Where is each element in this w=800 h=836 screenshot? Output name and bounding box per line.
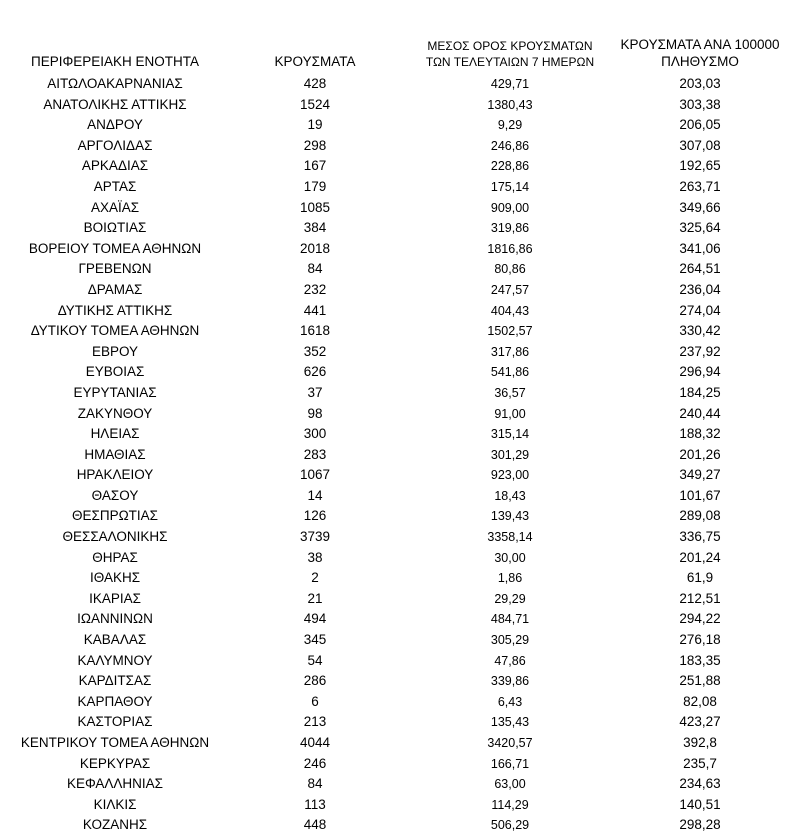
cell-cases: 84: [307, 776, 323, 792]
cell-cases: 441: [303, 302, 327, 318]
table-row: [0, 136, 800, 157]
table-row: [0, 383, 800, 404]
cell-cases: 3739: [299, 529, 331, 545]
table-row: [0, 465, 800, 486]
cell-cases: 113: [304, 796, 326, 812]
cell-region: ΑΝΑΤΟΛΙΚΗΣ ΑΤΤΙΚΗΣ: [43, 96, 187, 112]
cell-avg7: 404,43: [490, 303, 530, 318]
cell-per100k: 330,42: [679, 323, 721, 339]
cell-region: ΚΑΛΥΜΝΟΥ: [77, 652, 153, 668]
cell-avg7: 1,86: [497, 571, 523, 586]
cell-region: ΑΡΚΑΔΙΑΣ: [81, 158, 149, 174]
cell-cases: 21: [307, 590, 323, 606]
cell-region: ΕΒΡΟΥ: [91, 343, 139, 359]
cell-per100k: 294,22: [679, 611, 721, 627]
cell-cases: 428: [303, 76, 327, 91]
cell-avg7: 301,29: [490, 447, 530, 462]
cell-cases: 213: [303, 714, 327, 730]
header-region: ΠΕΡΙΦΕΡΕΙΑΚΗ ΕΝΟΤΗΤΑ: [30, 54, 200, 69]
cell-region: ΒΟΙΩΤΙΑΣ: [83, 220, 147, 236]
table-row: [0, 609, 800, 630]
cell-per100k: 423,27: [679, 714, 721, 730]
header-avg7: [400, 38, 620, 70]
cell-per100k: 298,28: [679, 817, 721, 833]
cell-per100k: 392,8: [683, 735, 717, 750]
cell-per100k: 276,18: [679, 632, 721, 648]
header-cases: ΚΡΟΥΣΜΑΤΑ: [274, 54, 356, 69]
table-header: [0, 0, 800, 74]
cell-region: ΚΟΖΑΝΗΣ: [82, 817, 148, 833]
cell-avg7: 91,00: [494, 406, 526, 421]
cell-avg7: 80,86: [494, 262, 526, 277]
cell-per100k: 236,04: [679, 281, 721, 297]
cell-avg7: 506,29: [490, 818, 530, 833]
table-row: [0, 404, 800, 425]
table-row: [0, 527, 800, 548]
table-row: [0, 74, 800, 95]
header-avg7-line1: ΜΕΣΟΣ ΟΡΟΣ ΚΡΟΥΣΜΑΤΩΝ: [427, 39, 593, 53]
cell-per100k: 234,63: [679, 776, 721, 792]
cell-region: ΖΑΚΥΝΘΟΥ: [77, 405, 153, 421]
header-per100k: [600, 36, 800, 70]
cell-per100k: 192,65: [679, 158, 721, 174]
cell-per100k: 203,03: [679, 76, 721, 91]
table-row: [0, 486, 800, 507]
cell-region: ΚΕΡΚΥΡΑΣ: [79, 755, 151, 771]
cell-region: ΚΑΒΑΛΑΣ: [83, 632, 147, 648]
cell-per100k: 336,75: [679, 529, 721, 545]
cell-region: ΕΥΒΟΙΑΣ: [85, 364, 145, 380]
cell-per100k: 264,51: [679, 261, 721, 277]
cell-cases: 2018: [299, 240, 331, 256]
table-row: [0, 362, 800, 383]
cell-region: ΗΡΑΚΛΕΙΟΥ: [76, 467, 154, 483]
table-row: [0, 568, 800, 589]
cell-region: ΙΘΑΚΗΣ: [89, 570, 141, 586]
cell-per100k: 201,24: [679, 549, 721, 565]
table-row: [0, 445, 800, 466]
cell-avg7: 228,86: [490, 159, 530, 174]
table-row: [0, 589, 800, 610]
cell-region: ΘΕΣΠΡΩΤΙΑΣ: [71, 508, 159, 524]
cell-avg7: 114,29: [491, 797, 529, 812]
cell-per100k: 140,51: [679, 796, 721, 812]
cell-region: ΓΡΕΒΕΝΩΝ: [78, 261, 152, 277]
table-row: [0, 95, 800, 116]
table-row: [0, 239, 800, 260]
cell-per100k: 325,64: [679, 220, 721, 236]
header-per100k-line1: ΚΡΟΥΣΜΑΤΑ ΑΝΑ 100000: [620, 37, 780, 52]
cell-avg7: 36,57: [494, 385, 526, 400]
cell-per100k: 201,26: [679, 446, 721, 462]
cell-avg7: 1380,43: [487, 97, 533, 112]
table-row: [0, 795, 800, 816]
table-row: [0, 115, 800, 136]
header-per100k-line2: ΠΛΗΘΥΣΜΟ: [661, 54, 739, 69]
table-body: [0, 74, 800, 836]
cell-cases: 345: [303, 632, 327, 648]
cell-region: ΑΝΔΡΟΥ: [87, 117, 143, 133]
cell-cases: 448: [303, 817, 327, 833]
cell-avg7: 3420,57: [487, 736, 533, 750]
table-row: [0, 198, 800, 219]
cell-cases: 352: [303, 343, 327, 359]
cell-avg7: 484,71: [490, 612, 530, 627]
cell-avg7: 247,57: [490, 282, 530, 297]
cell-region: ΑΡΓΟΛΙΔΑΣ: [77, 137, 153, 153]
cell-avg7: 339,86: [490, 674, 530, 689]
cell-avg7: 29,29: [494, 591, 526, 606]
cell-per100k: 240,44: [679, 405, 721, 421]
table-row: [0, 692, 800, 713]
cell-cases: 4044: [299, 735, 331, 750]
cell-per100k: 82,08: [683, 693, 717, 709]
cell-region: ΑΡΤΑΣ: [93, 178, 137, 194]
cell-region: ΔΥΤΙΚΗΣ ΑΤΤΙΚΗΣ: [57, 302, 173, 318]
cell-avg7: 139,43: [490, 509, 530, 524]
cell-cases: 167: [303, 158, 327, 174]
cell-avg7: 18,43: [494, 488, 526, 503]
cell-avg7: 315,14: [490, 427, 530, 442]
cell-cases: 1085: [299, 199, 331, 215]
cell-per100k: 274,04: [679, 302, 721, 318]
cell-per100k: 251,88: [679, 673, 721, 689]
cell-region: ΚΕΦΑΛΛΗΝΙΑΣ: [66, 776, 164, 792]
cell-avg7: 63,00: [494, 777, 526, 792]
cell-avg7: 3358,14: [487, 530, 533, 545]
cell-cases: 246: [303, 755, 327, 771]
cell-avg7: 9,29: [497, 118, 523, 133]
cell-avg7: 1502,57: [487, 324, 533, 339]
cell-avg7: 909,00: [490, 200, 530, 215]
table-row: [0, 548, 800, 569]
cell-per100k: 101,67: [679, 487, 721, 503]
cell-avg7: 47,86: [494, 653, 526, 668]
cell-region: ΚΑΡΠΑΘΟΥ: [77, 693, 153, 709]
cell-region: ΔΥΤΙΚΟΥ ΤΟΜΕΑ ΑΘΗΝΩΝ: [30, 323, 200, 339]
cell-per100k: 235,7: [683, 755, 717, 771]
cell-per100k: 183,35: [679, 652, 721, 668]
cell-per100k: 263,71: [679, 178, 721, 194]
cell-avg7: 1816,86: [487, 241, 533, 256]
cell-per100k: 349,27: [679, 467, 721, 483]
cell-cases: 37: [307, 384, 323, 400]
cell-avg7: 317,86: [490, 344, 530, 359]
table-row: [0, 280, 800, 301]
cell-region: ΚΕΝΤΡΙΚΟΥ ΤΟΜΕΑ ΑΘΗΝΩΝ: [20, 735, 210, 750]
table-row: [0, 815, 800, 836]
cell-per100k: 307,08: [679, 137, 721, 153]
cell-region: ΒΟΡΕΙΟΥ ΤΟΜΕΑ ΑΘΗΝΩΝ: [28, 240, 202, 256]
cell-cases: 286: [303, 673, 327, 689]
cell-region: ΘΑΣΟΥ: [91, 487, 139, 503]
cell-cases: 38: [307, 549, 323, 565]
cell-region: ΚΙΛΚΙΣ: [93, 796, 137, 812]
cell-cases: 232: [303, 281, 327, 297]
cell-per100k: 237,92: [679, 343, 721, 359]
cell-avg7: 305,29: [490, 633, 530, 648]
cell-cases: 1067: [299, 467, 331, 483]
table-row: [0, 774, 800, 795]
cell-avg7: 6,43: [497, 694, 523, 709]
table-row: [0, 218, 800, 239]
cell-avg7: 246,86: [490, 138, 530, 153]
table-row: [0, 301, 800, 322]
cell-cases: 179: [303, 178, 327, 194]
cell-cases: 6: [311, 693, 319, 709]
cell-cases: 300: [303, 426, 327, 442]
table-row: [0, 177, 800, 198]
cell-cases: 54: [307, 652, 323, 668]
cell-per100k: 341,06: [679, 240, 721, 256]
cell-per100k: 206,05: [679, 117, 721, 133]
cell-region: ΙΩΑΝΝΙΝΩΝ: [77, 611, 153, 627]
table-row: [0, 733, 800, 754]
cell-cases: 298: [303, 137, 327, 153]
cell-per100k: 212,51: [679, 590, 721, 606]
table-row: [0, 754, 800, 775]
cell-avg7: 30,00: [494, 550, 526, 565]
cell-cases: 84: [307, 261, 323, 277]
table-row: [0, 156, 800, 177]
cell-cases: 126: [303, 508, 327, 524]
cell-avg7: 319,86: [490, 221, 530, 236]
cell-region: ΘΕΣΣΑΛΟΝΙΚΗΣ: [62, 529, 168, 545]
table-row: [0, 630, 800, 651]
cell-region: ΙΚΑΡΙΑΣ: [89, 590, 141, 606]
table-row: [0, 671, 800, 692]
cell-region: ΘΗΡΑΣ: [92, 549, 138, 565]
cell-cases: 1618: [299, 323, 331, 339]
cell-per100k: 188,32: [679, 426, 721, 442]
cell-region: ΑΙΤΩΛΟΑΚΑΡΝΑΝΙΑΣ: [47, 76, 183, 91]
cell-avg7: 923,00: [490, 468, 530, 483]
cell-avg7: 429,71: [490, 77, 530, 91]
cell-per100k: 184,25: [679, 384, 721, 400]
table-row: [0, 342, 800, 363]
cell-cases: 626: [303, 364, 327, 380]
cell-per100k: 289,08: [679, 508, 721, 524]
cell-cases: 14: [307, 487, 323, 503]
header-avg7-line2: ΤΩΝ ΤΕΛΕΥΤΑΙΩΝ 7 ΗΜΕΡΩΝ: [425, 55, 595, 69]
cell-region: ΚΑΣΤΟΡΙΑΣ: [77, 714, 153, 730]
table-row: [0, 424, 800, 445]
cell-per100k: 349,66: [679, 199, 721, 215]
cell-avg7: 166,71: [490, 756, 530, 771]
table-row: [0, 712, 800, 733]
cell-avg7: 541,86: [490, 365, 530, 380]
cell-region: ΗΜΑΘΙΑΣ: [84, 446, 146, 462]
cell-cases: 98: [307, 405, 323, 421]
table-row: [0, 651, 800, 672]
cell-per100k: 61,9: [686, 570, 714, 586]
cell-avg7: 175,14: [490, 179, 530, 194]
cell-region: ΚΑΡΔΙΤΣΑΣ: [78, 673, 152, 689]
cell-cases: 2: [311, 570, 319, 586]
cell-cases: 1524: [299, 96, 331, 112]
cell-region: ΑΧΑΪΑΣ: [90, 199, 140, 215]
cell-region: ΔΡΑΜΑΣ: [87, 281, 143, 297]
cell-cases: 384: [303, 220, 327, 236]
cell-region: ΕΥΡΥΤΑΝΙΑΣ: [73, 384, 157, 400]
table-row: [0, 321, 800, 342]
cell-avg7: 135,43: [490, 715, 530, 730]
cell-per100k: 303,38: [679, 96, 721, 112]
cell-cases: 19: [307, 117, 323, 133]
cell-region: ΗΛΕΙΑΣ: [90, 426, 140, 442]
table-row: [0, 506, 800, 527]
cell-cases: 494: [303, 611, 327, 627]
table-row: [0, 259, 800, 280]
cell-cases: 283: [303, 446, 327, 462]
cell-per100k: 296,94: [679, 364, 721, 380]
